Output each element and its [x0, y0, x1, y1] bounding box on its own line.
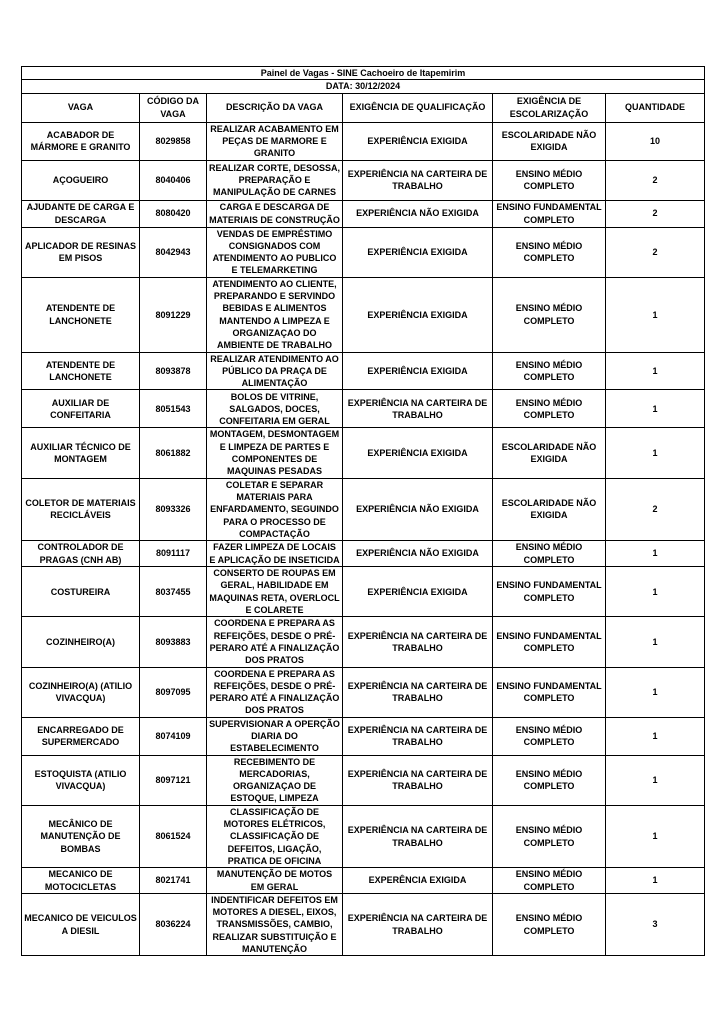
cell-vaga: AJUDANTE DE CARGA E DESCARGA	[22, 200, 140, 227]
cell-escolarizacao: ENSINO FUNDAMENTAL COMPLETO	[493, 617, 606, 667]
cell-escolarizacao: ENSINO MÉDIO COMPLETO	[493, 717, 606, 755]
cell-vaga: ESTOQUISTA (ATILIO VIVACQUA)	[22, 755, 140, 805]
cell-vaga: MECÂNICO DE MANUTENÇÃO DE BOMBAS	[22, 805, 140, 867]
cell-escolarizacao: ENSINO MÉDIO COMPLETO	[493, 868, 606, 894]
cell-escolarizacao: ENSINO FUNDAMENTAL COMPLETO	[493, 200, 606, 227]
cell-descricao: REALIZAR CORTE, DESOSSA, PREPARAÇÃO E MANIPULAÇÃO DE CARNES	[207, 160, 343, 200]
cell-quantidade: 2	[606, 227, 705, 277]
col-header-vaga: VAGA	[22, 93, 140, 122]
cell-quantidade: 1	[606, 617, 705, 667]
table-row	[22, 277, 705, 352]
cell-vaga: COLETOR DE MATERIAIS RECICLÁVEIS	[22, 478, 140, 540]
table-title: Painel de Vagas - SINE Cachoeiro de Itapemirim	[22, 67, 705, 80]
cell-qualificacao: EXPERIÊNCIA EXIGIDA	[343, 277, 493, 352]
cell-qualificacao: EXPERIÊNCIA EXIGIDA	[343, 567, 493, 617]
cell-descricao: MONTAGEM, DESMONTAGEM E LIMPEZA DE PARTES E COMPONENTES DE MAQUINAS PESADAS	[207, 428, 343, 478]
cell-vaga: MECANICO DE MOTOCICLETAS	[22, 868, 140, 894]
table-row	[22, 755, 705, 805]
cell-escolarizacao: ENSINO MÉDIO COMPLETO	[493, 227, 606, 277]
cell-codigo: 8093878	[140, 352, 207, 390]
col-header-quantidade: QUANTIDADE	[606, 93, 705, 122]
cell-descricao: REALIZAR ATENDIMENTO AO PÚBLICO DA PRAÇA DE ALIMENTAÇÃO	[207, 352, 343, 390]
cell-codigo: 8042943	[140, 227, 207, 277]
table-row	[22, 617, 705, 667]
cell-quantidade: 10	[606, 122, 705, 160]
cell-descricao: COORDENA E PREPARA AS REFEIÇÕES, DESDE O PRÉ-PERARO ATÉ A FINALIZAÇÃO DOS PRATOS	[207, 617, 343, 667]
cell-codigo: 8091117	[140, 541, 207, 567]
cell-descricao: ATENDIMENTO AO CLIENTE, PREPARANDO E SERVINDO BEBIDAS E ALIMENTOS MANTENDO A LIMPEZA E ORGANIZAÇAO DO AMBIENTE DE TRABALHO	[207, 277, 343, 352]
cell-codigo: 8021741	[140, 868, 207, 894]
cell-qualificacao: EXPERIÊNCIA NA CARTEIRA DE TRABALHO	[343, 717, 493, 755]
col-header-descricao: DESCRIÇÃO DA VAGA	[207, 93, 343, 122]
cell-codigo: 8091229	[140, 277, 207, 352]
cell-escolarizacao: ESCOLARIDADE NÃO EXIGIDA	[493, 122, 606, 160]
cell-vaga: COZINHEIRO(A) (ATILIO VIVACQUA)	[22, 667, 140, 717]
cell-descricao: CLASSIFICAÇÃO DE MOTORES ELÉTRICOS, CLASSIFICAÇÃO DE DEFEITOS, LIGAÇÃO, PRATICA DE OFICINA	[207, 805, 343, 867]
table-row	[22, 805, 705, 867]
cell-qualificacao: EXPERIÊNCIA NA CARTEIRA DE TRABALHO	[343, 805, 493, 867]
table-row	[22, 352, 705, 390]
cell-vaga: COZINHEIRO(A)	[22, 617, 140, 667]
cell-escolarizacao: ENSINO MÉDIO COMPLETO	[493, 805, 606, 867]
cell-qualificacao: EXPERÊNCIA EXIGIDA	[343, 868, 493, 894]
cell-vaga: APLICADOR DE RESINAS EM PISOS	[22, 227, 140, 277]
cell-descricao: BOLOS DE VITRINE, SALGADOS, DOCES, CONFEITARIA EM GERAL	[207, 390, 343, 428]
cell-vaga: MECANICO DE VEICULOS A DIESIL	[22, 893, 140, 955]
cell-vaga: ENCARREGADO DE SUPERMERCADO	[22, 717, 140, 755]
cell-escolarizacao: ESCOLARIDADE NÃO EXIGIDA	[493, 428, 606, 478]
cell-vaga: CONTROLADOR DE PRAGAS (CNH AB)	[22, 541, 140, 567]
cell-codigo: 8093326	[140, 478, 207, 540]
column-header-row	[22, 93, 705, 122]
cell-qualificacao: EXPERIÊNCIA NÃO EXIGIDA	[343, 200, 493, 227]
cell-codigo: 8040406	[140, 160, 207, 200]
cell-codigo: 8051543	[140, 390, 207, 428]
cell-descricao: SUPERVISIONAR A OPERÇÃO DIARIA DO ESTABELECIMENTO	[207, 717, 343, 755]
cell-codigo: 8097121	[140, 755, 207, 805]
cell-qualificacao: EXPERIÊNCIA NA CARTEIRA DE TRABALHO	[343, 755, 493, 805]
table-row	[22, 122, 705, 160]
col-header-escolarizacao: EXIGÊNCIA DE ESCOLARIZAÇÃO	[493, 93, 606, 122]
cell-vaga: AÇOGUEIRO	[22, 160, 140, 200]
cell-quantidade: 1	[606, 717, 705, 755]
cell-escolarizacao: ENSINO FUNDAMENTAL COMPLETO	[493, 567, 606, 617]
cell-quantidade: 3	[606, 893, 705, 955]
cell-descricao: INDENTIFICAR DEFEITOS EM MOTORES A DIESEL, EIXOS, TRANSMISSÕES, CAMBIO, REALIZAR SUBSTITUIÇÃO E MANUTENÇÃO	[207, 893, 343, 955]
cell-descricao: CARGA E DESCARGA DE MATERIAIS DE CONSTRUÇÃO	[207, 200, 343, 227]
cell-quantidade: 1	[606, 667, 705, 717]
cell-qualificacao: EXPERIÊNCIA NA CARTEIRA DE TRABALHO	[343, 617, 493, 667]
cell-qualificacao: EXPERIÊNCIA EXIGIDA	[343, 428, 493, 478]
cell-quantidade: 1	[606, 868, 705, 894]
cell-vaga: ATENDENTE DE LANCHONETE	[22, 277, 140, 352]
cell-qualificacao: EXPERIÊNCIA EXIGIDA	[343, 352, 493, 390]
cell-quantidade: 1	[606, 428, 705, 478]
cell-qualificacao: EXPERIÊNCIA NA CARTEIRA DE TRABALHO	[343, 160, 493, 200]
cell-qualificacao: EXPERIÊNCIA NA CARTEIRA DE TRABALHO	[343, 390, 493, 428]
table-row	[22, 541, 705, 567]
cell-descricao: REALIZAR ACABAMENTO EM PEÇAS DE MARMORE E GRANITO	[207, 122, 343, 160]
col-header-codigo: CÓDIGO DA VAGA	[140, 93, 207, 122]
cell-escolarizacao: ESCOLARIDADE NÃO EXIGIDA	[493, 478, 606, 540]
cell-qualificacao: EXPERIÊNCIA NA CARTEIRA DE TRABALHO	[343, 667, 493, 717]
cell-codigo: 8029858	[140, 122, 207, 160]
cell-escolarizacao: ENSINO MÉDIO COMPLETO	[493, 390, 606, 428]
cell-descricao: COLETAR E SEPARAR MATERIAIS PARA ENFARDAMENTO, SEGUINDO PARA O PROCESSO DE COMPACTAÇÃO	[207, 478, 343, 540]
cell-quantidade: 2	[606, 160, 705, 200]
cell-qualificacao: EXPERIÊNCIA NA CARTEIRA DE TRABALHO	[343, 893, 493, 955]
cell-codigo: 8061882	[140, 428, 207, 478]
cell-descricao: COORDENA E PREPARA AS REFEIÇÕES, DESDE O PRÉ-PERARO ATÉ A FINALIZAÇÃO DOS PRATOS	[207, 667, 343, 717]
cell-vaga: ATENDENTE DE LANCHONETE	[22, 352, 140, 390]
table-row	[22, 478, 705, 540]
table-row	[22, 227, 705, 277]
cell-quantidade: 1	[606, 541, 705, 567]
cell-quantidade: 1	[606, 755, 705, 805]
table-date: DATA: 30/12/2024	[22, 80, 705, 93]
cell-qualificacao: EXPERIÊNCIA EXIGIDA	[343, 227, 493, 277]
cell-codigo: 8036224	[140, 893, 207, 955]
table-row	[22, 893, 705, 955]
cell-escolarizacao: ENSINO MÉDIO COMPLETO	[493, 352, 606, 390]
table-row	[22, 200, 705, 227]
cell-escolarizacao: ENSINO MÉDIO COMPLETO	[493, 541, 606, 567]
cell-codigo: 8074109	[140, 717, 207, 755]
cell-codigo: 8080420	[140, 200, 207, 227]
table-row	[22, 717, 705, 755]
date-row	[22, 80, 705, 93]
cell-escolarizacao: ENSINO MÉDIO COMPLETO	[493, 277, 606, 352]
cell-codigo: 8097095	[140, 667, 207, 717]
table-row	[22, 428, 705, 478]
cell-escolarizacao: ENSINO FUNDAMENTAL COMPLETO	[493, 667, 606, 717]
cell-escolarizacao: ENSINO MÉDIO COMPLETO	[493, 160, 606, 200]
cell-escolarizacao: ENSINO MÉDIO COMPLETO	[493, 755, 606, 805]
cell-qualificacao: EXPERIÊNCIA EXIGIDA	[343, 122, 493, 160]
table-row	[22, 667, 705, 717]
table-row	[22, 390, 705, 428]
cell-descricao: CONSERTO DE ROUPAS EM GERAL, HABILIDADE EM MAQUINAS RETA, OVERLOCL E COLARETE	[207, 567, 343, 617]
cell-vaga: ACABADOR DE MÁRMORE E GRANITO	[22, 122, 140, 160]
cell-codigo: 8061524	[140, 805, 207, 867]
cell-qualificacao: EXPERIÊNCIA NÃO EXIGIDA	[343, 541, 493, 567]
cell-vaga: AUXILIAR TÉCNICO DE MONTAGEM	[22, 428, 140, 478]
cell-quantidade: 1	[606, 277, 705, 352]
cell-descricao: VENDAS DE EMPRÉSTIMO CONSIGNADOS COM ATENDIMENTO AO PUBLICO E TELEMARKETING	[207, 227, 343, 277]
cell-escolarizacao: ENSINO MÉDIO COMPLETO	[493, 893, 606, 955]
cell-codigo: 8037455	[140, 567, 207, 617]
vagas-table	[21, 66, 705, 956]
table-row	[22, 868, 705, 894]
cell-vaga: COSTUREIRA	[22, 567, 140, 617]
col-header-qualificacao: EXIGÊNCIA DE QUALIFICAÇÃO	[343, 93, 493, 122]
table-row	[22, 567, 705, 617]
cell-quantidade: 2	[606, 478, 705, 540]
cell-codigo: 8093883	[140, 617, 207, 667]
table-row	[22, 160, 705, 200]
cell-quantidade: 1	[606, 567, 705, 617]
cell-quantidade: 1	[606, 390, 705, 428]
cell-descricao: FAZER LIMPEZA DE LOCAIS E APLICAÇÃO DE INSETICIDA	[207, 541, 343, 567]
cell-vaga: AUXILIAR DE CONFEITARIA	[22, 390, 140, 428]
title-row	[22, 67, 705, 80]
cell-qualificacao: EXPERIÊNCIA NÃO EXIGIDA	[343, 478, 493, 540]
cell-quantidade: 2	[606, 200, 705, 227]
cell-quantidade: 1	[606, 352, 705, 390]
cell-descricao: RECEBIMENTO DE MERCADORIAS, ORGANIZAÇAO DE ESTOQUE, LIMPEZA	[207, 755, 343, 805]
cell-quantidade: 1	[606, 805, 705, 867]
cell-descricao: MANUTENÇÃO DE MOTOS EM GERAL	[207, 868, 343, 894]
